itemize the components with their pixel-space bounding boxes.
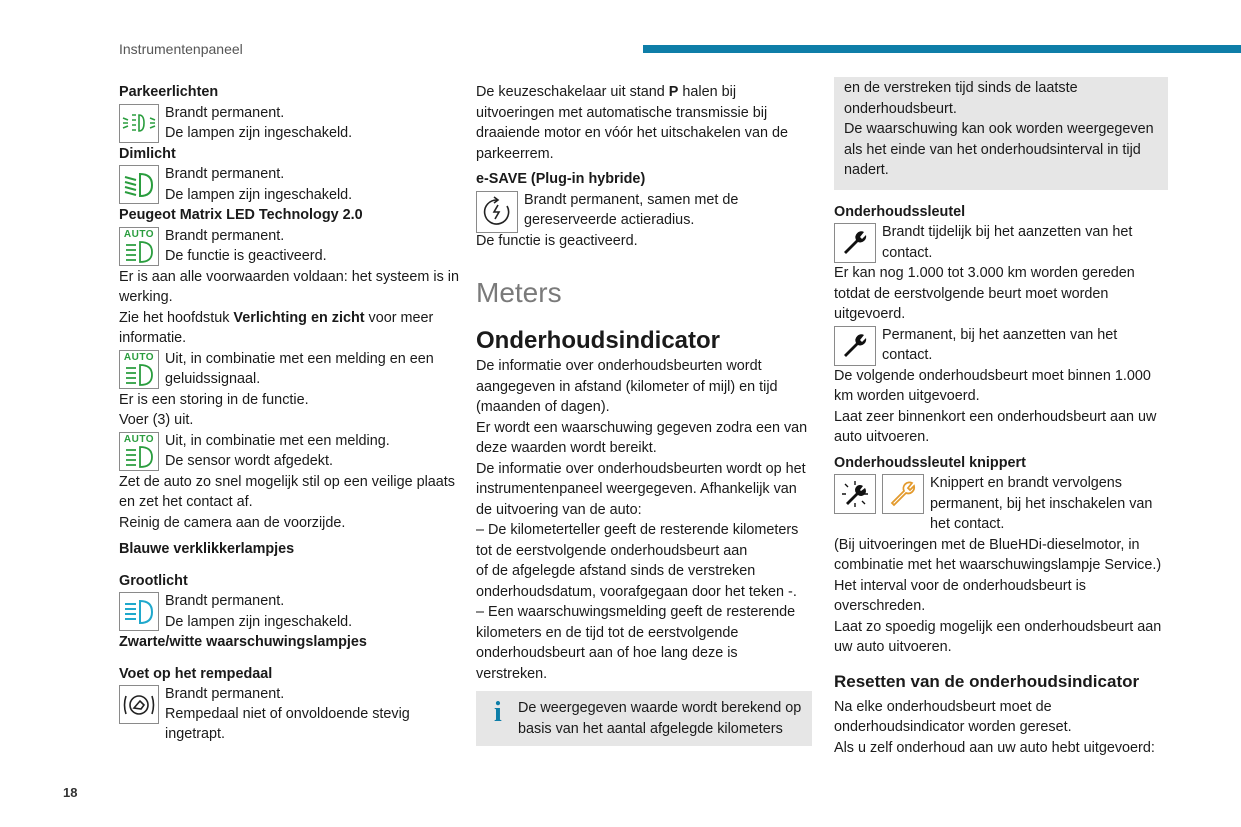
- fault-line-2: Voer (3) uit.: [119, 412, 194, 428]
- matrix-line-3: Er is aan alle voorwaarden voldaan: het systeem is in werking.: [119, 268, 459, 305]
- info-icon: i: [494, 697, 502, 728]
- info-note-text: De weergegeven waarde wordt berekend op basis van het aantal afgelegde kilometers: [518, 700, 802, 737]
- matrix-line-2: De functie is geactiveerd.: [165, 248, 327, 264]
- auto3-line-4: Reinig de camera aan de voorzijde.: [119, 514, 346, 531]
- auto3-line-2: De sensor wordt afgedekt.: [165, 453, 333, 469]
- oh-bullet-2: – Een waarschuwingsmelding geeft de resterende kilometers en de tijd tot de eerstvolgende onderhoudsbeurt aan of hoe lang deze is verstreken.: [476, 604, 796, 682]
- esave-icon: [476, 191, 518, 233]
- heading-grootlicht: Grootlicht: [119, 572, 188, 589]
- knippert-line-3: Het interval voor de onderhoudsbeurt is overschreden.: [834, 577, 1086, 614]
- sleutel-line-1: Brandt tijdelijk bij het aanzetten van het contact.: [882, 224, 1133, 261]
- groot-block: [119, 591, 459, 632]
- dipped-beam-icon: [119, 165, 159, 204]
- heading-voet: Voet op het rempedaal: [119, 665, 273, 682]
- page-number: 18: [63, 785, 78, 800]
- chapter-reference: Verlichting en zicht: [233, 309, 365, 326]
- sleutel-line-5: Laat zeer binnenkort een onderhoudsbeurt aan uw auto uitvoeren.: [834, 408, 1157, 445]
- esave-block: [476, 190, 812, 233]
- sleutel-line-4: De volgende onderhoudsbeurt moet binnen 1.000 km worden uitgevoerd.: [834, 367, 1151, 404]
- auto2-block: [119, 349, 459, 390]
- section-title-meters: Meters: [476, 277, 562, 308]
- reset-line-1: Na elke onderhoudsbeurt moet de onderhoudsindicator worden gereset.: [834, 698, 1072, 735]
- matrix-block: [119, 226, 459, 267]
- column-1: [119, 82, 459, 745]
- auto-label: AUTO: [123, 351, 155, 363]
- heading-knippert: Onderhoudssleutel knippert: [834, 454, 1026, 471]
- title-onderhoudsindicator: Onderhoudsindicator: [476, 327, 721, 354]
- auto-label: AUTO: [123, 228, 155, 240]
- heading-zw-lamps: Zwarte/witte waarschuwingslampjes: [119, 634, 367, 650]
- see-chapter-text: Zie het hoofdstuk Verlichting en zicht voor meer informatie.: [119, 309, 434, 346]
- column-2: [476, 82, 812, 746]
- auto3-block: [119, 431, 459, 472]
- auto2-line-1: Uit, in combinatie met een melding en een geluidssignaal.: [165, 350, 434, 387]
- page-header-title: Instrumentenpaneel: [119, 41, 243, 57]
- knippert-block: [834, 473, 1168, 535]
- orange-wrench-icon: [882, 474, 924, 514]
- voet-line-1: Brandt permanent.: [165, 686, 285, 702]
- continued-note-box: [834, 77, 1168, 190]
- oh-bullet-1b: of de afgelegde afstand sinds de verstreken onderhoudsdatum, voorafgegaan door het teken -.: [476, 563, 797, 600]
- heading-dimlicht: Dimlicht: [119, 145, 176, 162]
- oh-bullet-1a: – De kilometerteller geeft de resterende kilometers tot de eerstvolgende onderhoudsbeurt aan: [476, 522, 799, 559]
- grey-line-2: De waarschuwing kan ook worden weergegeven als het einde van het onderhoudsinterval in tijd nadert.: [844, 121, 1154, 178]
- knippert-line-2: (Bij uitvoeringen met de BlueHDi-dieselmotor, in combinatie met het waarschuwingslampje Service.): [834, 536, 1162, 573]
- heading-onderhoudssleutel: Onderhoudssleutel: [834, 203, 966, 220]
- oh-paragraph-2: Er wordt een waarschuwing gegeven zodra een van deze waarden wordt bereikt.: [476, 419, 808, 456]
- oh-paragraph-1: De informatie over onderhoudsbeurten wordt aangegeven in afstand (kilometer of mijl) en tijd (maanden of dagen).: [476, 358, 778, 415]
- esave-line-1: Brandt permanent, samen met de gereserveerde actieradius.: [524, 191, 739, 228]
- wrench-icon: [834, 223, 876, 263]
- groot-line-2: De lampen zijn ingeschakeld.: [165, 613, 353, 630]
- flashing-wrench-icon: [834, 474, 876, 514]
- sleutel-line-2: Er kan nog 1.000 tot 3.000 km worden gereden totdat de eerstvolgende beurt moet worden uitgevoerd.: [834, 265, 1135, 322]
- matrix-line-1: Brandt permanent.: [165, 227, 285, 244]
- park-line-2: De lampen zijn ingeschakeld.: [165, 125, 353, 141]
- auto3-line-3: Zet de auto zo snel mogelijk stil op een veilige plaats en zet het contact af.: [119, 473, 455, 510]
- fault-line-1: Er is een storing in de functie.: [119, 391, 309, 408]
- auto-label: AUTO: [123, 433, 155, 445]
- selector-intro: De keuzeschakelaar uit stand P halen bij uitvoeringen met automatische transmissie bij draaiende motor en vóór het uitschakelen van de parkeerrem.: [476, 84, 788, 162]
- sleutel-line-3: Permanent, bij het aanzetten van het contact.: [882, 326, 1118, 363]
- heading-parkeerlichten: Parkeerlichten: [119, 84, 219, 100]
- foot-on-brake-icon: [119, 685, 159, 724]
- dim-block: [119, 164, 459, 205]
- heading-blue-lamps: Blauwe verklikkerlampjes: [119, 541, 295, 557]
- dim-line-2: De lampen zijn ingeschakeld.: [165, 186, 353, 203]
- main-beam-icon: [119, 592, 159, 631]
- auto-beam-icon: [119, 350, 159, 389]
- auto-beam-icon: [119, 227, 159, 266]
- heading-esave: e-SAVE (Plug-in hybride): [476, 171, 646, 187]
- esave-line-2: De functie is geactiveerd.: [476, 232, 638, 249]
- park-line-1: Brandt permanent.: [165, 104, 285, 121]
- sleutel-block-2: [834, 325, 1168, 366]
- info-note: [476, 691, 812, 746]
- voet-line-2: Rempedaal niet of onvoldoende stevig ingetrapt.: [165, 705, 410, 742]
- reset-line-2: Als u zelf onderhoud aan uw auto hebt uitgevoerd:: [834, 739, 1155, 756]
- park-block: [119, 103, 459, 144]
- auto-beam-icon: [119, 432, 159, 471]
- groot-line-1: Brandt permanent.: [165, 593, 285, 609]
- knippert-line-1: Knippert en brandt vervolgens permanent, bij het inschakelen van het contact.: [930, 475, 1153, 532]
- gear-p: P: [668, 84, 679, 100]
- oh-paragraph-3: De informatie over onderhoudsbeurten wordt op het instrumentenpaneel weergegeven. Afhankelijk van de uitvoering van de auto:: [476, 460, 806, 518]
- wrench-icon: [834, 326, 876, 366]
- heading-resetten: Resetten van de onderhoudsindicator: [834, 671, 1140, 691]
- header-accent-bar: [643, 45, 1241, 53]
- wrench-icon-pair: [834, 473, 924, 514]
- auto3-line-1: Uit, in combinatie met een melding.: [165, 432, 390, 449]
- knippert-line-4: Laat zo spoedig mogelijk een onderhoudsbeurt aan uw auto uitvoeren.: [834, 618, 1162, 655]
- column-3: [834, 82, 1168, 758]
- grey-line-1: en de verstreken tijd sinds de laatste onderhoudsbeurt.: [844, 80, 1078, 117]
- dim-line-1: Brandt permanent.: [165, 166, 285, 182]
- sleutel-block-1: [834, 222, 1168, 263]
- heading-matrix: Peugeot Matrix LED Technology 2.0: [119, 207, 363, 223]
- parking-light-icon: [119, 104, 159, 143]
